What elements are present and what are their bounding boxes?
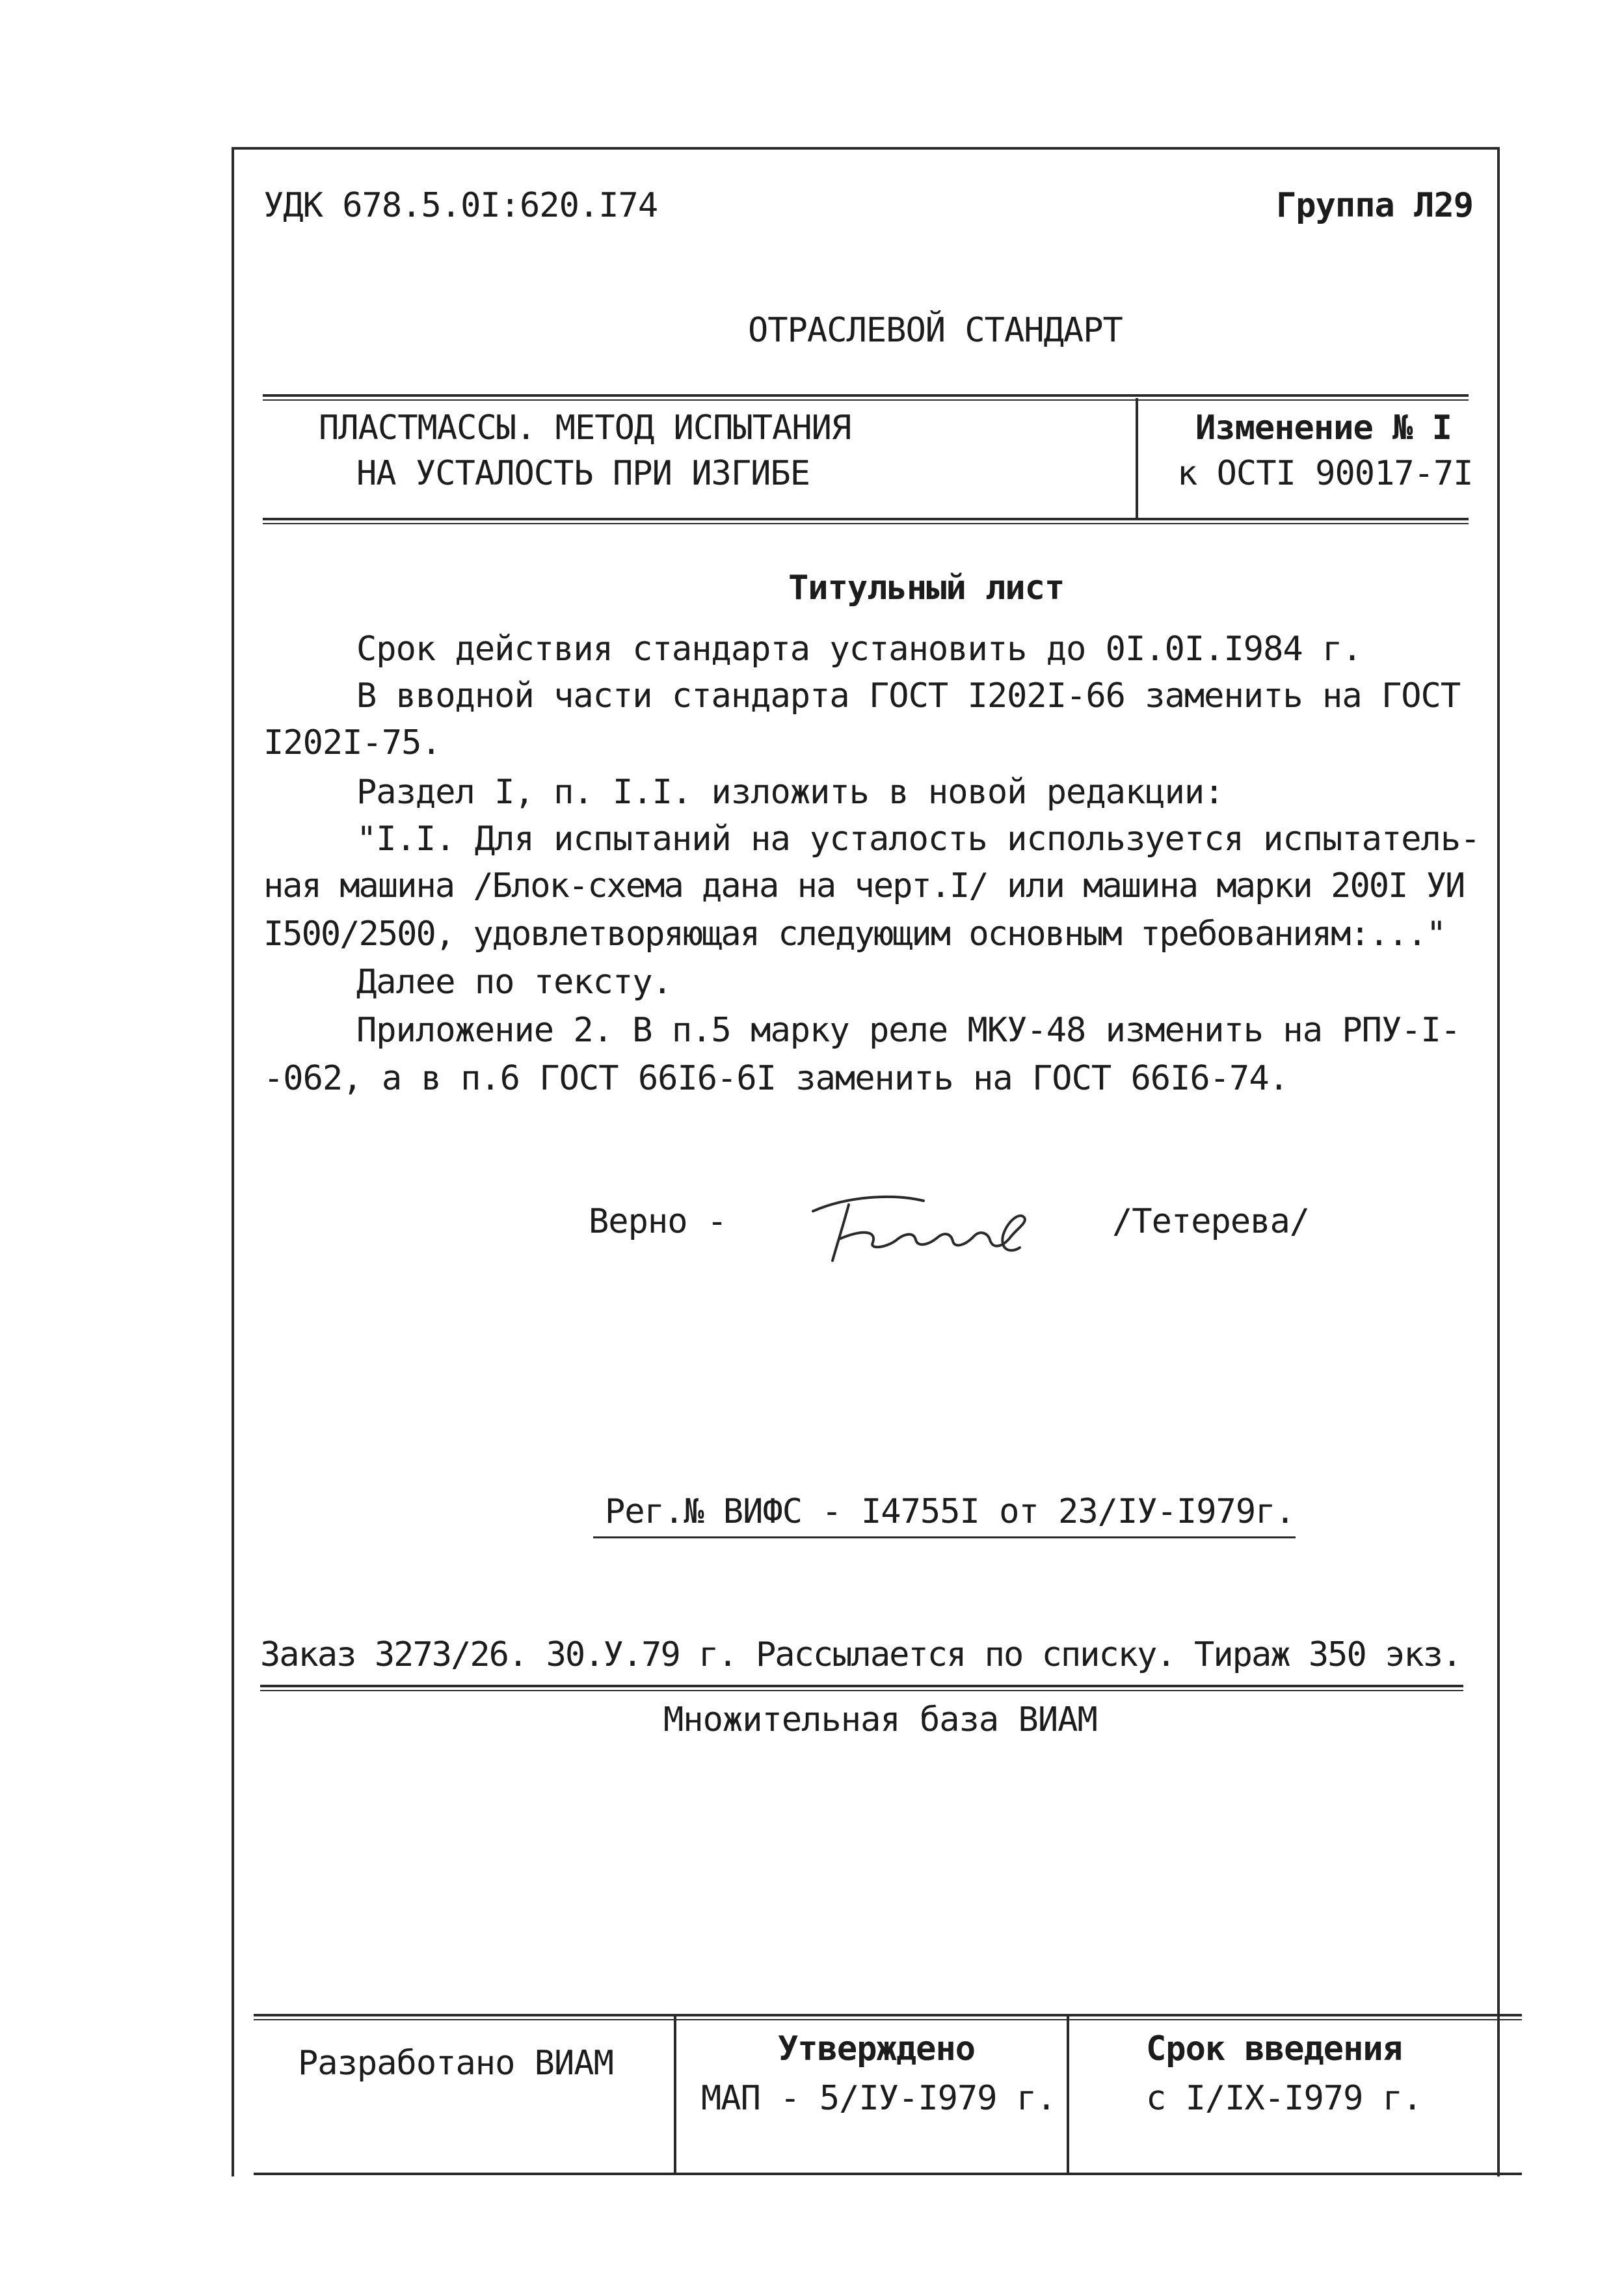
title-block-top-rule: [263, 394, 1469, 397]
approved-label: Утверждено: [778, 2029, 976, 2068]
body-line-1: Срок действия стандарта установить до 0I.0I.I984 г.: [356, 630, 1362, 669]
registration-number: Рег.№ ВИФС - I4755I от 23/IУ-I979г.: [605, 1492, 1295, 1531]
body-line-2: В вводной части стандарта ГОСТ I202I-66 заменить на ГОСТ: [356, 676, 1461, 716]
signer-name: /Тетерева/: [1112, 1202, 1310, 1241]
standard-type: ОТРАСЛЕВОЙ СТАНДАРТ: [748, 311, 1123, 350]
body-line-4: Раздел I, п. I.I. изложить в новой редакции:: [356, 773, 1224, 812]
body-line-3: I202I-75.: [263, 723, 441, 762]
verno-label: Верно -: [589, 1202, 727, 1241]
handwritten-signature: [800, 1177, 1047, 1275]
frame-bottom: [254, 2173, 1522, 2175]
footer-top-rule: [254, 2014, 1522, 2016]
order-rule-2: [260, 1690, 1463, 1691]
approved-detail: МАП - 5/IУ-I979 г.: [701, 2079, 1056, 2118]
footer-top-rule-2: [254, 2019, 1522, 2020]
frame-right: [1497, 147, 1500, 2176]
footer-divider-2: [1067, 2016, 1069, 2175]
order-rule: [260, 1685, 1463, 1687]
printer-name: Множительная база ВИАМ: [663, 1700, 1097, 1739]
title-block-divider: [1136, 398, 1138, 519]
body-line-9: Приложение 2. В п.5 марку реле МКУ-48 изменить на РПУ-I-: [356, 1011, 1461, 1050]
body-line-7: I500/2500, удовлетворяющая следующим основным требованиям:...": [263, 915, 1446, 954]
registration-underline: [593, 1536, 1296, 1538]
developed-by: Разработано ВИАМ: [298, 2044, 613, 2083]
title-block-top-rule-2: [263, 399, 1469, 401]
effective-label: Срок введения: [1146, 2029, 1402, 2068]
group-code: Группа Л29: [1276, 186, 1474, 225]
body-line-10: -062, а в п.6 ГОСТ 66I6-6I заменить на ГОСТ 66I6-74.: [263, 1059, 1288, 1098]
udk-code: УДК 678.5.0I:620.I74: [263, 186, 658, 225]
change-standard: к ОСТI 90017-7I: [1177, 454, 1473, 493]
frame-left: [232, 147, 234, 2176]
body-line-8: Далее по тексту.: [356, 963, 672, 1002]
title-line-2: НА УСТАЛОСТЬ ПРИ ИЗГИБЕ: [356, 454, 810, 493]
frame-top: [232, 147, 1500, 150]
body-line-6: ная машина /Блок-схема дана на черт.I/ или машина марки 200I УИ: [263, 866, 1465, 905]
title-block-bottom-rule: [263, 518, 1469, 520]
title-line-1: ПЛАСТМАССЫ. МЕТОД ИСПЫТАНИЯ: [319, 408, 851, 448]
section-heading: Титульный лист: [788, 569, 1065, 608]
title-block-bottom-rule-2: [263, 523, 1469, 524]
footer-divider-1: [674, 2016, 676, 2175]
change-number: Изменение № I: [1195, 408, 1452, 448]
effective-date: с I/IX-I979 г.: [1146, 2079, 1422, 2118]
order-line: Заказ 3273/26. 30.У.79 г. Рассылается по списку. Тираж 350 экз.: [260, 1635, 1461, 1674]
body-line-5: "I.I. Для испытаний на усталость используется испытатель-: [356, 820, 1480, 859]
